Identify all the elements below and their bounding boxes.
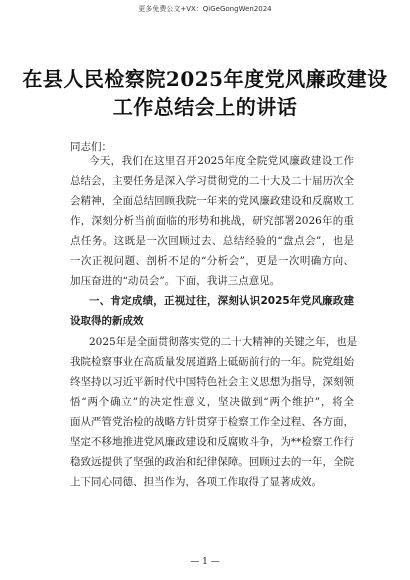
paragraph-1-line: 点任务。这既是一次回顾过去、总结经验的“盘点会”，也是 [70, 235, 354, 247]
page-number: — 1 — [190, 557, 220, 567]
paragraph-2-line: 我院检察事业在高质量发展道路上砥砺前行的一年。院党组始 [70, 356, 354, 368]
paragraph-2-line: 稳致远提供了坚强的政治和纪律保障。回顾过去的一年，全院 [70, 456, 354, 468]
paragraph-2-line: 坚定不移地推进党风廉政建设和反腐败斗争，为**检察工作行 [70, 436, 354, 448]
document-title-line-1: 在县人民检察院2025年度党风廉政建设 [22, 67, 388, 91]
paragraph-1-line: 加压奋进的“动员会”。下面，我讲三点意见。 [70, 275, 281, 287]
paragraph-1-line: 作，深刻分析当前面临的形势和挑战，研究部署2026年的重 [70, 215, 354, 227]
paragraph-2-line: 上下同心同德、担当作为，各项工作取得了显著成效。 [70, 476, 322, 488]
paragraph-2-line: 2025年是全面贯彻落实党的二十大精神的关键之年，也是 [89, 336, 358, 348]
paragraph-1-line: 会精神，全面总结回顾我院一年来的党风廉政建设和反腐败工 [70, 195, 354, 207]
section-1-heading-line: 设取得的新成效 [70, 315, 144, 327]
header-note: 更多免费公文+VX：QiGeGongWen2024 [138, 5, 272, 13]
paragraph-1-line: 一次正视问题、剖析不足的“分析会”，更是一次明确方向、 [70, 255, 354, 267]
paragraph-1-line: 今天，我们在这里召开2025年度全院党风廉政建设工作 [89, 155, 354, 167]
paragraph-2-line: 终坚持以习近平新时代中国特色社会主义思想为指导，深刻领 [70, 376, 354, 388]
paragraph-2-line: 面从严管党治检的战略方针贯穿于检察工作全过程、各方面， [70, 416, 354, 428]
paragraph-1-line: 总结会，主要任务是深入学习贯彻党的二十大及二十届历次全 [70, 175, 354, 187]
paragraph-2-line: 悟“两个确立”的决定性意义，坚决做到“两个维护”，将全 [70, 396, 354, 408]
salutation: 同志们： [70, 141, 112, 153]
document-title-line-2: 工作总结会上的讲话 [112, 95, 298, 119]
section-1-heading-line: 一、肯定成绩，正视过往，深刻认识2025年党风廉政建 [89, 295, 354, 307]
